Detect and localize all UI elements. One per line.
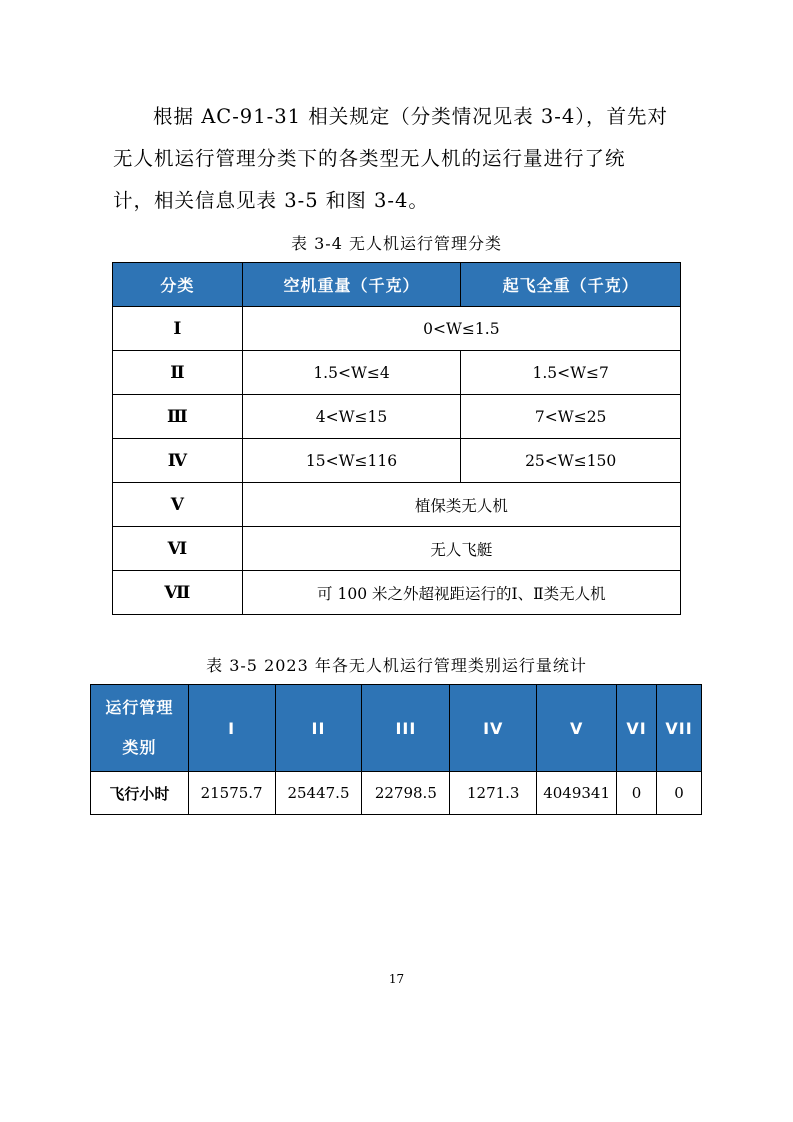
class-cell: Ⅱ — [113, 351, 243, 395]
value-cell: 0 — [657, 772, 702, 815]
paragraph-line-2: 无人机运行管理分类下的各类型无人机的运行量进行了统 — [113, 147, 626, 170]
uav-classification-table — [112, 262, 681, 615]
header-class: VII — [657, 685, 702, 772]
empty-weight-cell: 4<W≤15 — [242, 395, 461, 439]
class-cell: Ⅶ — [113, 571, 243, 615]
table-row — [91, 772, 702, 815]
intro-paragraph — [113, 96, 693, 222]
table-row — [113, 351, 681, 395]
table-header-row — [91, 685, 702, 772]
value-cell: 4049341 — [537, 772, 617, 815]
page-number: 17 — [388, 972, 405, 986]
table-row — [113, 307, 681, 351]
header-class: II — [275, 685, 362, 772]
table-3-4-caption: 表 3-4 无人机运行管理分类 — [291, 234, 502, 253]
class-cell: Ⅲ — [113, 395, 243, 439]
value-cell: 1271.3 — [450, 772, 537, 815]
table-row — [113, 527, 681, 571]
description-cell: 无人飞艇 — [242, 527, 680, 571]
header-category: 分类 — [113, 263, 243, 307]
description-cell: 植保类无人机 — [242, 483, 680, 527]
header-empty-weight: 空机重量（千克） — [242, 263, 461, 307]
header-category — [91, 685, 189, 772]
class-cell: Ⅰ — [113, 307, 243, 351]
table-row — [113, 395, 681, 439]
header-class: VI — [617, 685, 657, 772]
row-label: 飞行小时 — [91, 772, 189, 815]
table-row — [113, 571, 681, 615]
takeoff-weight-cell: 1.5<W≤7 — [461, 351, 681, 395]
table-3-5-caption: 表 3-5 2023 年各无人机运行管理类别运行量统计 — [206, 656, 587, 675]
flight-hours-table — [90, 684, 702, 815]
header-class: I — [188, 685, 275, 772]
class-cell: Ⅴ — [113, 483, 243, 527]
table-row — [113, 483, 681, 527]
header-class: IV — [450, 685, 537, 772]
table-row — [113, 439, 681, 483]
class-cell: Ⅳ — [113, 439, 243, 483]
header-class: III — [362, 685, 450, 772]
takeoff-weight-cell: 25<W≤150 — [461, 439, 681, 483]
empty-weight-cell: 15<W≤116 — [242, 439, 461, 483]
header-category-line-1: 运行管理 — [105, 698, 174, 717]
paragraph-line-1: 根据 AC-91-31 相关规定（分类情况见表 3-4），首先对 — [153, 105, 669, 128]
class-cell: Ⅵ — [113, 527, 243, 571]
value-cell: 25447.5 — [275, 772, 362, 815]
value-cell: 22798.5 — [362, 772, 450, 815]
value-cell: 21575.7 — [188, 772, 275, 815]
header-class: V — [537, 685, 617, 772]
header-category-line-2: 类别 — [122, 738, 157, 757]
paragraph-line-3: 计，相关信息见表 3-5 和图 3-4。 — [113, 189, 429, 212]
description-cell: 可 100 米之外超视距运行的Ⅰ、Ⅱ类无人机 — [242, 571, 680, 615]
table-header-row — [113, 263, 681, 307]
takeoff-weight-cell: 7<W≤25 — [461, 395, 681, 439]
header-takeoff-weight: 起飞全重（千克） — [461, 263, 681, 307]
value-cell: 0 — [617, 772, 657, 815]
empty-weight-cell: 1.5<W≤4 — [242, 351, 461, 395]
weight-span-cell: 0<W≤1.5 — [242, 307, 680, 351]
